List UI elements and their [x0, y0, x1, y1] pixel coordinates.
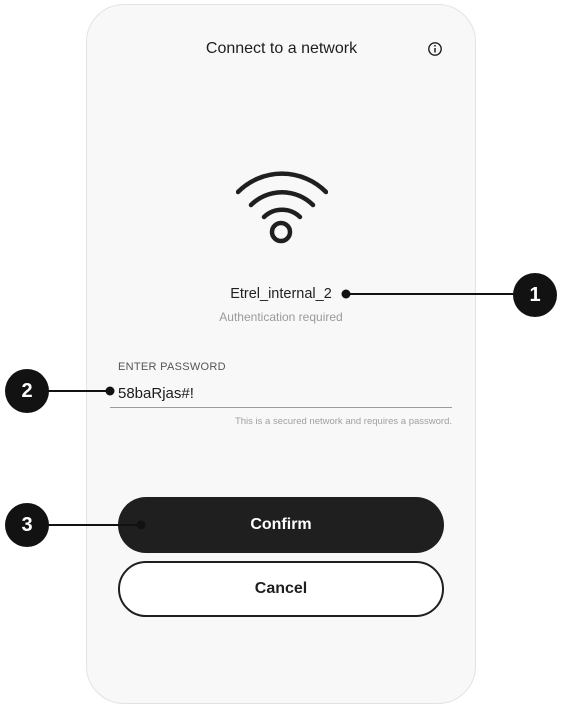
confirm-button[interactable]: Confirm [118, 497, 444, 553]
network-name: Etrel_internal_2 [230, 286, 332, 302]
auth-status: Authentication required [219, 310, 343, 324]
page-title: Connect to a network [205, 40, 358, 57]
password-label: ENTER PASSWORD [118, 361, 226, 373]
wifi-icon [236, 166, 328, 246]
cancel-button[interactable]: Cancel [118, 561, 444, 617]
password-field[interactable] [110, 380, 452, 408]
callout-badge: 3 [5, 503, 49, 547]
callout-badge: 2 [5, 369, 49, 413]
password-hint: This is a secured network and requires a password. [234, 416, 452, 427]
callout-badge: 1 [513, 273, 557, 317]
info-icon[interactable] [427, 41, 443, 57]
